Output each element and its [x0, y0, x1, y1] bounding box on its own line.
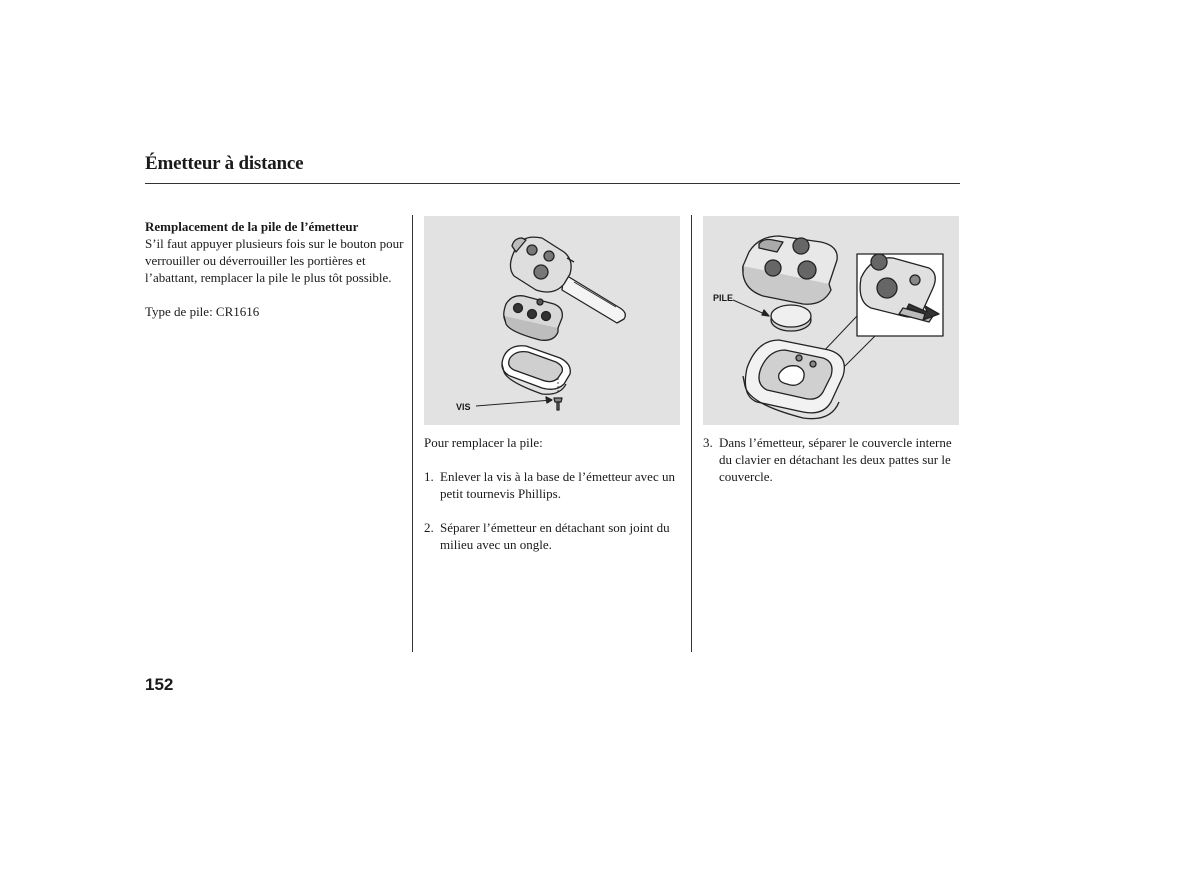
- column-divider-2: [691, 215, 692, 652]
- step-item: [424, 468, 680, 502]
- battery-illustration: [703, 216, 959, 425]
- step-number: 2.: [424, 520, 434, 535]
- key-illustration: [424, 216, 680, 425]
- step-number: 1.: [424, 469, 434, 484]
- step-item: [424, 519, 680, 553]
- step-text: Enlever la vis à la base de l’émetteur avec un petit tournevis Phillips.: [440, 469, 675, 501]
- steps-intro: Pour remplacer la pile:: [424, 435, 543, 450]
- step-number: 3.: [703, 435, 713, 450]
- section-heading: Remplacement de la pile de l’émetteur: [145, 219, 359, 234]
- title-divider: [145, 183, 960, 184]
- middle-column: [424, 434, 680, 570]
- page-number: 152: [145, 675, 174, 694]
- left-column: [145, 218, 407, 320]
- battery-figure: [703, 216, 959, 425]
- battery-label: PILE: [713, 293, 734, 303]
- column-divider-1: [412, 215, 413, 652]
- right-column: [703, 434, 959, 502]
- screw-label: VIS: [456, 402, 471, 412]
- step-text: Dans l’émetteur, séparer le couvercle interne du clavier en détachant les deux pattes sur le couvercle.: [719, 435, 952, 484]
- key-disassembly-figure: [424, 216, 680, 425]
- page-title: Émetteur à distance: [145, 153, 304, 174]
- intro-paragraph: S’il faut appuyer plusieurs fois sur le bouton pour verrouiller ou déverrouiller les portières et l’abattant, remplacer la pile le plus tôt possible.: [145, 236, 404, 285]
- step-item: [703, 434, 959, 485]
- step-text: Séparer l’émetteur en détachant son joint du milieu avec un ongle.: [440, 520, 670, 552]
- battery-type: Type de pile: CR1616: [145, 304, 260, 319]
